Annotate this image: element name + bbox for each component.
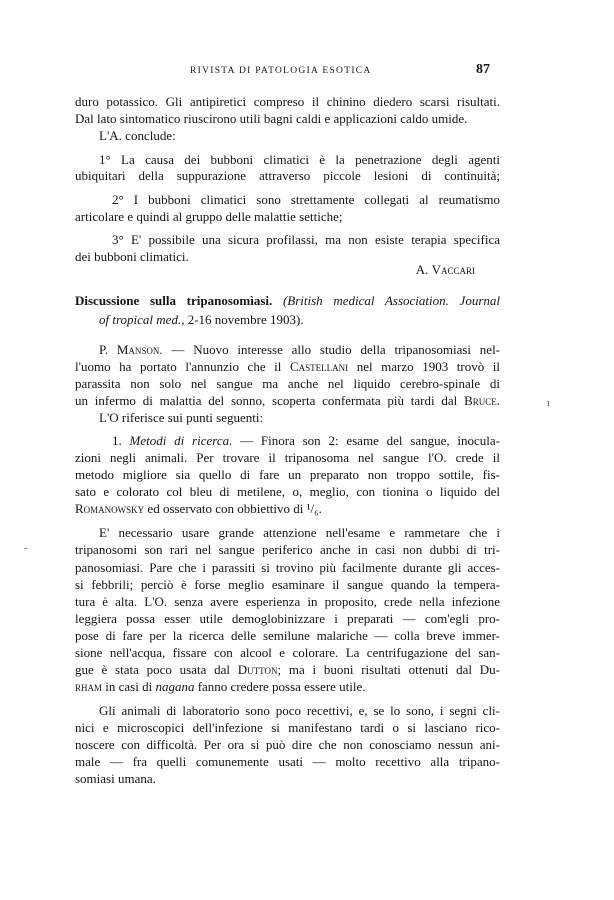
text-line: Gli animali di laboratorio sono poco recettivi, e, se lo sono, i segni cli- <box>99 703 500 718</box>
section-heading: Metodi di ricerca. <box>129 433 233 448</box>
signature-name: Vaccari <box>431 262 475 277</box>
text-line: gue è stata poco usata dal Dutton; ma i buoni risultati ottenuti dal Du- <box>75 662 500 677</box>
text-line: un infermo di malattia del sonno, scoperta confermata più tardi dal Bruce. <box>75 393 501 408</box>
fraction: ¹/₆. <box>306 501 322 516</box>
text-line: panosomiasi. Pare che i parassiti si trovino più facilmente durante gli acces- <box>75 560 500 575</box>
text-line: l'uomo ha portato l'annunzio che il Castellani nel marzo 1903 trovò il <box>75 359 501 374</box>
text-line: noscere con difficoltà. Per ora si può dire che non conosciamo nessun ani- <box>75 737 500 752</box>
margin-mark: ı <box>547 397 551 409</box>
text-line: rham in casi di nagana fanno credere possa essere utile. <box>75 679 366 694</box>
text-line: articolare e quindi al gruppo delle malattie settiche; <box>75 209 343 224</box>
person-name: Bruce <box>464 393 497 408</box>
text-line: L'O riferisce sui punti seguenti: <box>99 410 264 425</box>
text-line: L'A. conclude: <box>99 128 176 143</box>
text-line: 2° I bubboni climatici sono strettamente collegati al reumatismo <box>112 192 500 207</box>
text-line: sione nell'acqua, fissare con alcool e colorare. La centrifugazione del san- <box>75 645 500 660</box>
page-number: 87 <box>476 62 490 77</box>
author-name: P. Manson. <box>99 342 163 357</box>
text-line: P. Manson. — Nuovo interesse allo studio della tripanosomiasi nel- <box>99 342 501 357</box>
text-line: dei bubboni climatici. <box>75 249 189 264</box>
article-source: (British medical Association. Journal <box>282 293 500 308</box>
text-line: zioni negli animali. Per trovare il tripanosoma nel sangue l'O. crede il <box>75 450 500 465</box>
text-line: E' necessario usare grande attenzione nell'esame e rammetare che i <box>99 525 500 540</box>
text-line: pose di fare per la ricerca delle semilune malariche — colla breve immer- <box>75 628 500 643</box>
text-line: si febbrili; perciò è forse meglio esaminare il sangue quando la tempera- <box>75 577 500 592</box>
journal-name: of tropical med., <box>99 312 185 327</box>
text-line: duro potassico. Gli antipiretici compreso il chinino diedero scarsi risultati. <box>75 94 500 109</box>
text-line: 1. Metodi di ricerca. — Finora son 2: esame del sangue, inocula- <box>112 433 501 448</box>
person-name: Romanowsky <box>75 501 145 516</box>
text-line: metodo migliore sia quello di fare un preparato non troppo sottile, fis- <box>75 467 500 482</box>
disease-name: nagana <box>155 679 195 694</box>
running-header: RIVISTA DI PATOLOGIA ESOTICA <box>190 66 372 76</box>
journal-date: 2-16 novembre 1903). <box>187 312 304 327</box>
person-name: rham <box>75 679 103 694</box>
article-title-line <box>75 293 500 309</box>
text-line: 3° E' possibile una sicura profilassi, ma non esiste terapia specifica <box>112 232 500 247</box>
text-line: Romanowsky ed osservato con obbiettivo di ¹/₆. <box>75 501 322 516</box>
text-line: male — fra quelli comunemente usati — molto recettivo alla tripano- <box>75 754 500 769</box>
author-signature <box>75 262 475 278</box>
text-line: 1° La causa dei bubboni climatici è la penetrazione degli agenti <box>99 152 500 167</box>
margin-mark: - <box>24 542 28 554</box>
text-line: nici e microscopici dell'infezione si manifestano tardi o si lasciano rico- <box>75 720 500 735</box>
person-name: Castellani <box>289 359 349 374</box>
text-line: sato e colorato col bleu di metilene, o, meglio, con tionina o liquido del <box>75 484 500 499</box>
signature-initial: A. <box>415 262 429 277</box>
text-line: tura è alta. L'O. senza avere esperienza in proposito, crede nella infezione <box>75 594 500 609</box>
text-line: leggiera possa esser utile demoglobinizzare i preparati — com'egli pro- <box>75 611 500 626</box>
text-line: ubiquitari della suppurazione attraverso piccole lesioni di continuità; <box>75 168 500 183</box>
article-title: Discussione sulla tripanosomìasi. <box>75 293 273 308</box>
article-source-line <box>99 312 500 328</box>
person-name: Dutton <box>237 662 278 677</box>
text-line: Dal lato sintomatico riuscirono utili bagni caldi e applicazioni caldo umide. <box>75 111 468 126</box>
text-line: somiasi umana. <box>75 771 156 786</box>
text-line: tripanosomi son rari nel sangue periferico anche in casi non dubbi di tri- <box>75 542 500 557</box>
text-line: parassita non solo nel sangue ma anche nel liquido cerebro-spinale di <box>75 376 500 391</box>
